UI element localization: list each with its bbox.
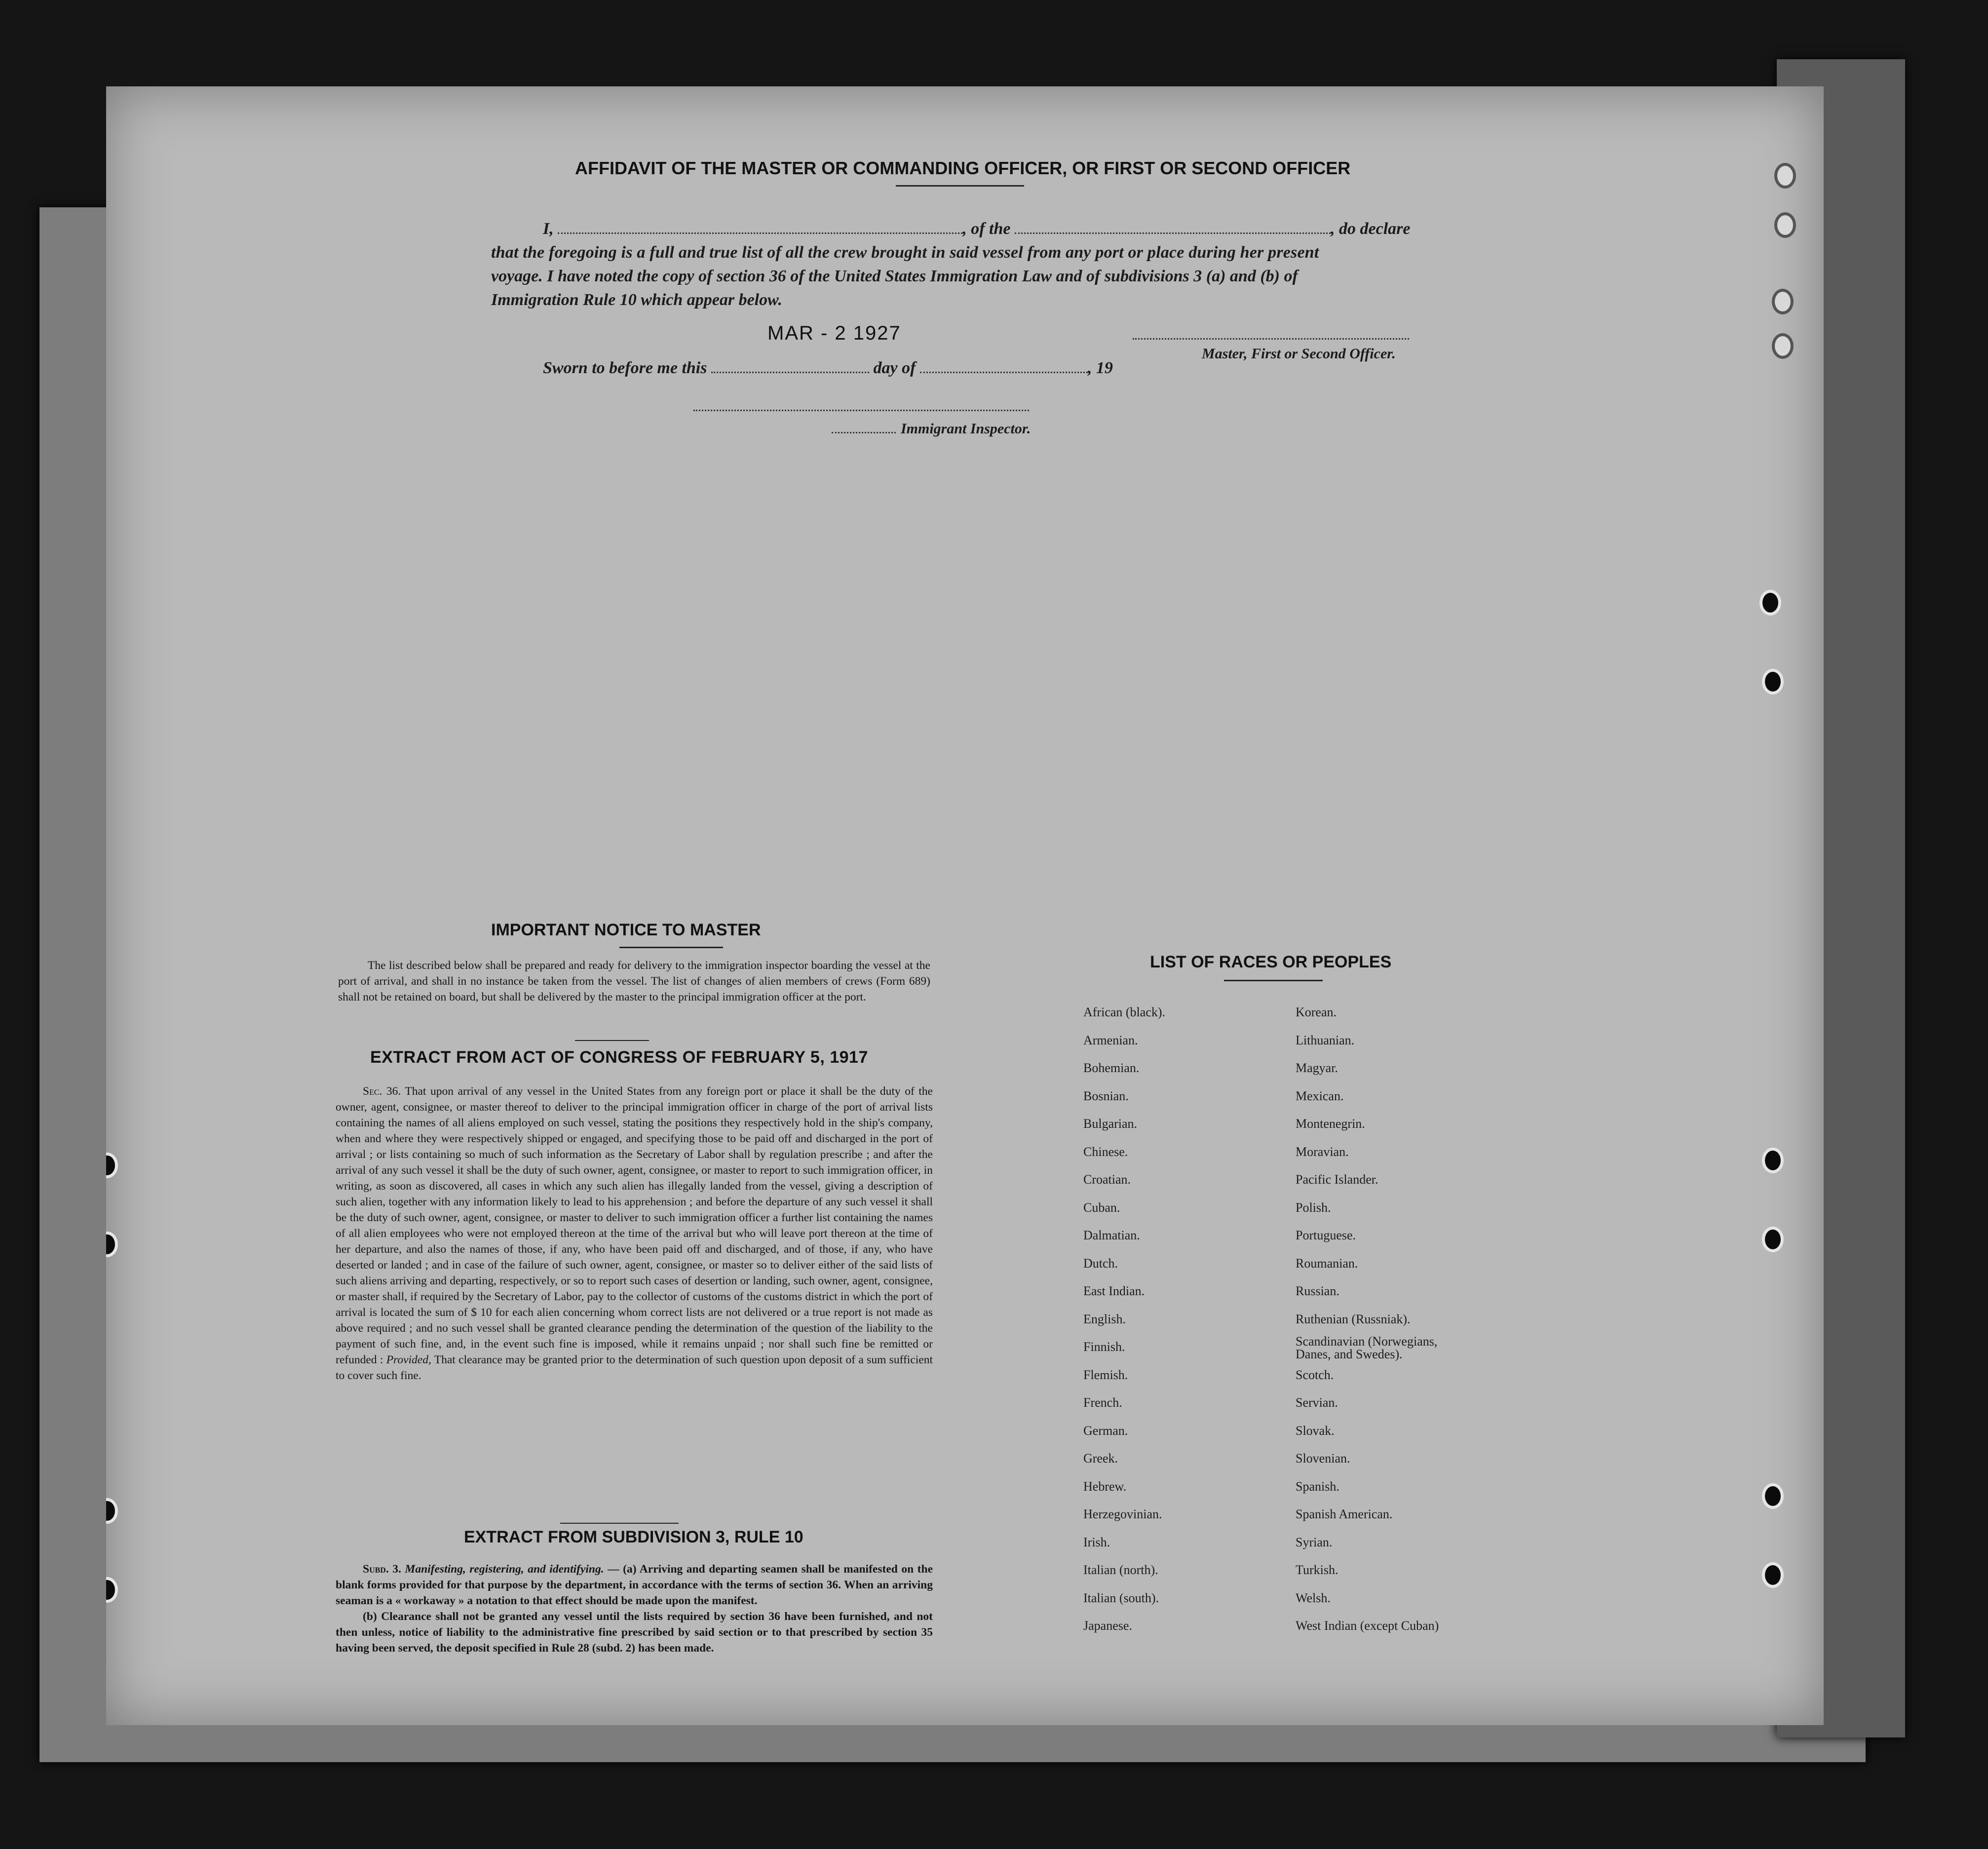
rule-subd-heading: Manifesting, registering, and identifying. bbox=[405, 1563, 604, 1576]
race-item: Lithuanian. bbox=[1296, 1033, 1355, 1047]
binder-hole bbox=[1774, 163, 1796, 189]
binder-hole bbox=[106, 1498, 118, 1524]
race-item: Bohemian. bbox=[1083, 1061, 1140, 1075]
race-item: Portuguese. bbox=[1296, 1228, 1356, 1242]
master-signature-label: Master, First or Second Officer. bbox=[1202, 346, 1396, 362]
sworn-day-of: day of bbox=[873, 359, 916, 377]
races-title-underline bbox=[1224, 980, 1323, 981]
race-item: Spanish American. bbox=[1296, 1507, 1393, 1521]
race-item: Scandinavian (Norwegians, Danes, and Swedes). bbox=[1296, 1334, 1438, 1361]
race-item: German. bbox=[1083, 1423, 1128, 1438]
race-item: Slovenian. bbox=[1296, 1451, 1350, 1465]
race-item: Chinese. bbox=[1083, 1144, 1128, 1159]
race-item: Greek. bbox=[1083, 1451, 1118, 1465]
binder-hole bbox=[106, 1577, 118, 1603]
sworn-month-blank[interactable] bbox=[920, 372, 1088, 373]
race-item: Herzegovinian. bbox=[1083, 1507, 1162, 1521]
rule-para-a: — (a) Arriving and departing seamen shall be manifested on the blank forms provided for that purpose by the department, in accordance with the terms of section 36. When an arriving seaman is a « workaway » a notation to that effect should be made upon the manifest. bbox=[336, 1563, 933, 1607]
act-text bbox=[336, 1083, 933, 1384]
affidavit-of-the: , of the bbox=[962, 220, 1011, 238]
race-item: Welsh. bbox=[1296, 1590, 1331, 1605]
sworn-day-blank[interactable] bbox=[711, 372, 869, 373]
rule-title: EXTRACT FROM SUBDIVISION 3, RULE 10 bbox=[464, 1528, 803, 1546]
races-left-column bbox=[1083, 999, 1165, 1640]
race-item: Scotch. bbox=[1296, 1367, 1334, 1382]
affidavit-line3: voyage. I have noted the copy of section 36 of the United States Immigration Law and of subdivisions 3 (a) and (b) of bbox=[491, 267, 1298, 285]
affidavit-i: I, bbox=[543, 220, 554, 238]
race-item: Montenegrin. bbox=[1296, 1117, 1365, 1131]
race-item: Slovak. bbox=[1296, 1423, 1335, 1438]
master-signature-line[interactable] bbox=[1133, 338, 1409, 340]
race-item: Italian (south). bbox=[1083, 1590, 1159, 1605]
race-item: Italian (north). bbox=[1083, 1563, 1158, 1577]
race-item: Korean. bbox=[1296, 1005, 1337, 1019]
binder-hole bbox=[1772, 289, 1794, 314]
rule-para-b: (b) Clearance shall not be granted any vessel until the lists required by section 36 have been furnished, and not then unless, notice of liability to the administrative fine prescribed by said section or to that prescribed by section 35 having been served, the deposit specified in Rule 28 (subd. 2) has been made. bbox=[336, 1610, 933, 1655]
notice-title: IMPORTANT NOTICE TO MASTER bbox=[491, 921, 761, 939]
notice-title-underline bbox=[619, 947, 723, 948]
races-title: LIST OF RACES OR PEOPLES bbox=[1150, 953, 1392, 971]
name-blank[interactable] bbox=[558, 232, 962, 234]
race-item: Servian. bbox=[1296, 1395, 1338, 1410]
binder-hole bbox=[1762, 1562, 1784, 1588]
rule-subd-label: Subd. 3. bbox=[363, 1563, 401, 1576]
notice-divider bbox=[575, 1040, 649, 1041]
inspector-signature-line[interactable] bbox=[693, 410, 1029, 411]
inspector-label: Immigrant Inspector. bbox=[901, 421, 1031, 437]
race-item: African (black). bbox=[1083, 1005, 1166, 1019]
race-item: Bulgarian. bbox=[1083, 1117, 1138, 1131]
act-title: EXTRACT FROM ACT OF CONGRESS OF FEBRUARY 5, 1917 bbox=[370, 1048, 868, 1067]
race-item: Roumanian. bbox=[1296, 1256, 1358, 1271]
inspector-signature-line-2[interactable] bbox=[832, 432, 896, 433]
race-item: Cuban. bbox=[1083, 1200, 1120, 1215]
race-item: Spanish. bbox=[1296, 1479, 1339, 1494]
affidavit-line1 bbox=[543, 220, 1410, 238]
sworn-year: , 19 bbox=[1087, 359, 1113, 377]
race-item: Polish. bbox=[1296, 1200, 1331, 1215]
binder-hole bbox=[1762, 1227, 1784, 1252]
race-item: Mexican. bbox=[1296, 1088, 1344, 1103]
affidavit-line2: that the foregoing is a full and true list of all the crew brought in said vessel from any port or place during her present bbox=[491, 243, 1319, 262]
sworn-prefix: Sworn to before me this bbox=[543, 359, 707, 377]
affidavit-declare: , do declare bbox=[1331, 220, 1411, 238]
binder-hole bbox=[1772, 333, 1794, 359]
act-body: That upon arrival of any vessel in the United States from any foreign port or place it shall be the duty of the owner, agent, consignee, or master thereof to deliver to the principal immigration officer in charge of the port of arrival lists containing the names of all aliens employed on such vessel, stating the positions they respectively hold in the ship's company, when and where they were respectively shipped or engaged, and specifying those to be paid off and discharged in the port of arrival ; or lists containing so much of such information as the Secretary of Labor shall by regulation prescribe ; and after the arrival of any such vessel it shall be the duty of such owner, agent, consignee, or master to report to such immigration officer, in writing, as soon as discovered, all cases in which any such alien has illegally landed from the vessel, giving a description of such alien, together with any information likely to lead to his apprehension ; and before the departure of any such vessel it shall be the duty of such owner, agent, consignee, or master to deliver to such immigration officer a further list containing the names of all alien employees who were not employed thereon at the time of the arrival but who will leave port thereon at the time of her departure, and also the names of those, if any, who have been paid off and discharged, and of those, if any, who have deserted or landed ; and in case of the failure of such owner, agent, consignee, or master so to deliver either of the said lists of such aliens arriving and departing, respectively, or so to report such cases of desertion or landing, such owner, agent, consignee, or master shall, if required by the Secretary of Labor, pay to the collector of customs of the customs district in which the port of arrival is located the sum of $ 10 for each alien concerning whom correct lists are not delivered or a true report is not made as above required ; and no such vessel shall be granted clearance pending the determination of the question of the liability to the payment of such fine, and, in the event such fine is imposed, while it remains unpaid ; nor shall such fine be remitted or refunded : bbox=[336, 1085, 933, 1366]
race-item: Japanese. bbox=[1083, 1618, 1132, 1633]
race-item: Pacific Islander. bbox=[1296, 1172, 1378, 1187]
race-item: Bosnian. bbox=[1083, 1088, 1129, 1103]
races-right-column bbox=[1296, 999, 1473, 1640]
race-item: Armenian. bbox=[1083, 1033, 1138, 1047]
race-item: Russian. bbox=[1296, 1284, 1339, 1298]
race-item: Dalmatian. bbox=[1083, 1228, 1140, 1242]
binder-hole bbox=[1759, 590, 1781, 616]
race-item: Hebrew. bbox=[1083, 1479, 1127, 1494]
race-item: Flemish. bbox=[1083, 1367, 1128, 1382]
affidavit-title: AFFIDAVIT OF THE MASTER OR COMMANDING OFFICER, OR FIRST OR SECOND OFFICER bbox=[575, 158, 1351, 178]
race-item: Irish. bbox=[1083, 1535, 1110, 1549]
binder-hole bbox=[1762, 1483, 1784, 1509]
vessel-blank[interactable] bbox=[1015, 232, 1331, 234]
binder-hole bbox=[1762, 669, 1784, 694]
race-item: Turkish. bbox=[1296, 1563, 1338, 1577]
race-item: Syrian. bbox=[1296, 1535, 1333, 1549]
binder-hole bbox=[1762, 1148, 1784, 1173]
binder-hole bbox=[106, 1153, 118, 1178]
race-item: Finnish. bbox=[1083, 1340, 1125, 1354]
race-item: East Indian. bbox=[1083, 1284, 1145, 1298]
manifest-page bbox=[106, 86, 1824, 1725]
binder-hole bbox=[106, 1232, 118, 1257]
date-stamp: MAR - 2 1927 bbox=[767, 322, 901, 344]
race-item: Magyar. bbox=[1296, 1061, 1338, 1075]
race-item: Ruthenian (Russniak). bbox=[1296, 1311, 1411, 1326]
act-divider bbox=[560, 1523, 679, 1524]
rule-text bbox=[336, 1561, 933, 1656]
race-item: English. bbox=[1083, 1311, 1126, 1326]
race-item: West Indian (except Cuban) bbox=[1296, 1618, 1439, 1633]
race-item: Croatian. bbox=[1083, 1172, 1131, 1187]
sworn-line bbox=[543, 359, 1113, 378]
affidavit-line4: Immigration Rule 10 which appear below. bbox=[491, 291, 783, 309]
notice-paragraph: The list described below shall be prepared and ready for delivery to the immigration inspector boarding the vessel at the port of arrival, and shall in no instance be taken from the vessel. The list of changes of alien members of crews (Form 689) shall not be retained on board, but shall be delivered by the master to the principal immigration officer at the port. bbox=[338, 959, 930, 1003]
binder-hole bbox=[1774, 212, 1796, 238]
race-item: French. bbox=[1083, 1395, 1122, 1410]
affidavit-title-underline bbox=[896, 185, 1024, 187]
race-item: Dutch. bbox=[1083, 1256, 1118, 1271]
act-provided: Provided, bbox=[386, 1353, 431, 1366]
act-body-end: That clearance may be granted prior to the determination of such question upon deposit of a sum sufficient to cover such fine. bbox=[336, 1353, 933, 1382]
race-item: Moravian. bbox=[1296, 1144, 1349, 1159]
notice-text bbox=[338, 958, 930, 1005]
act-sec-label: Sec. 36. bbox=[363, 1085, 401, 1098]
